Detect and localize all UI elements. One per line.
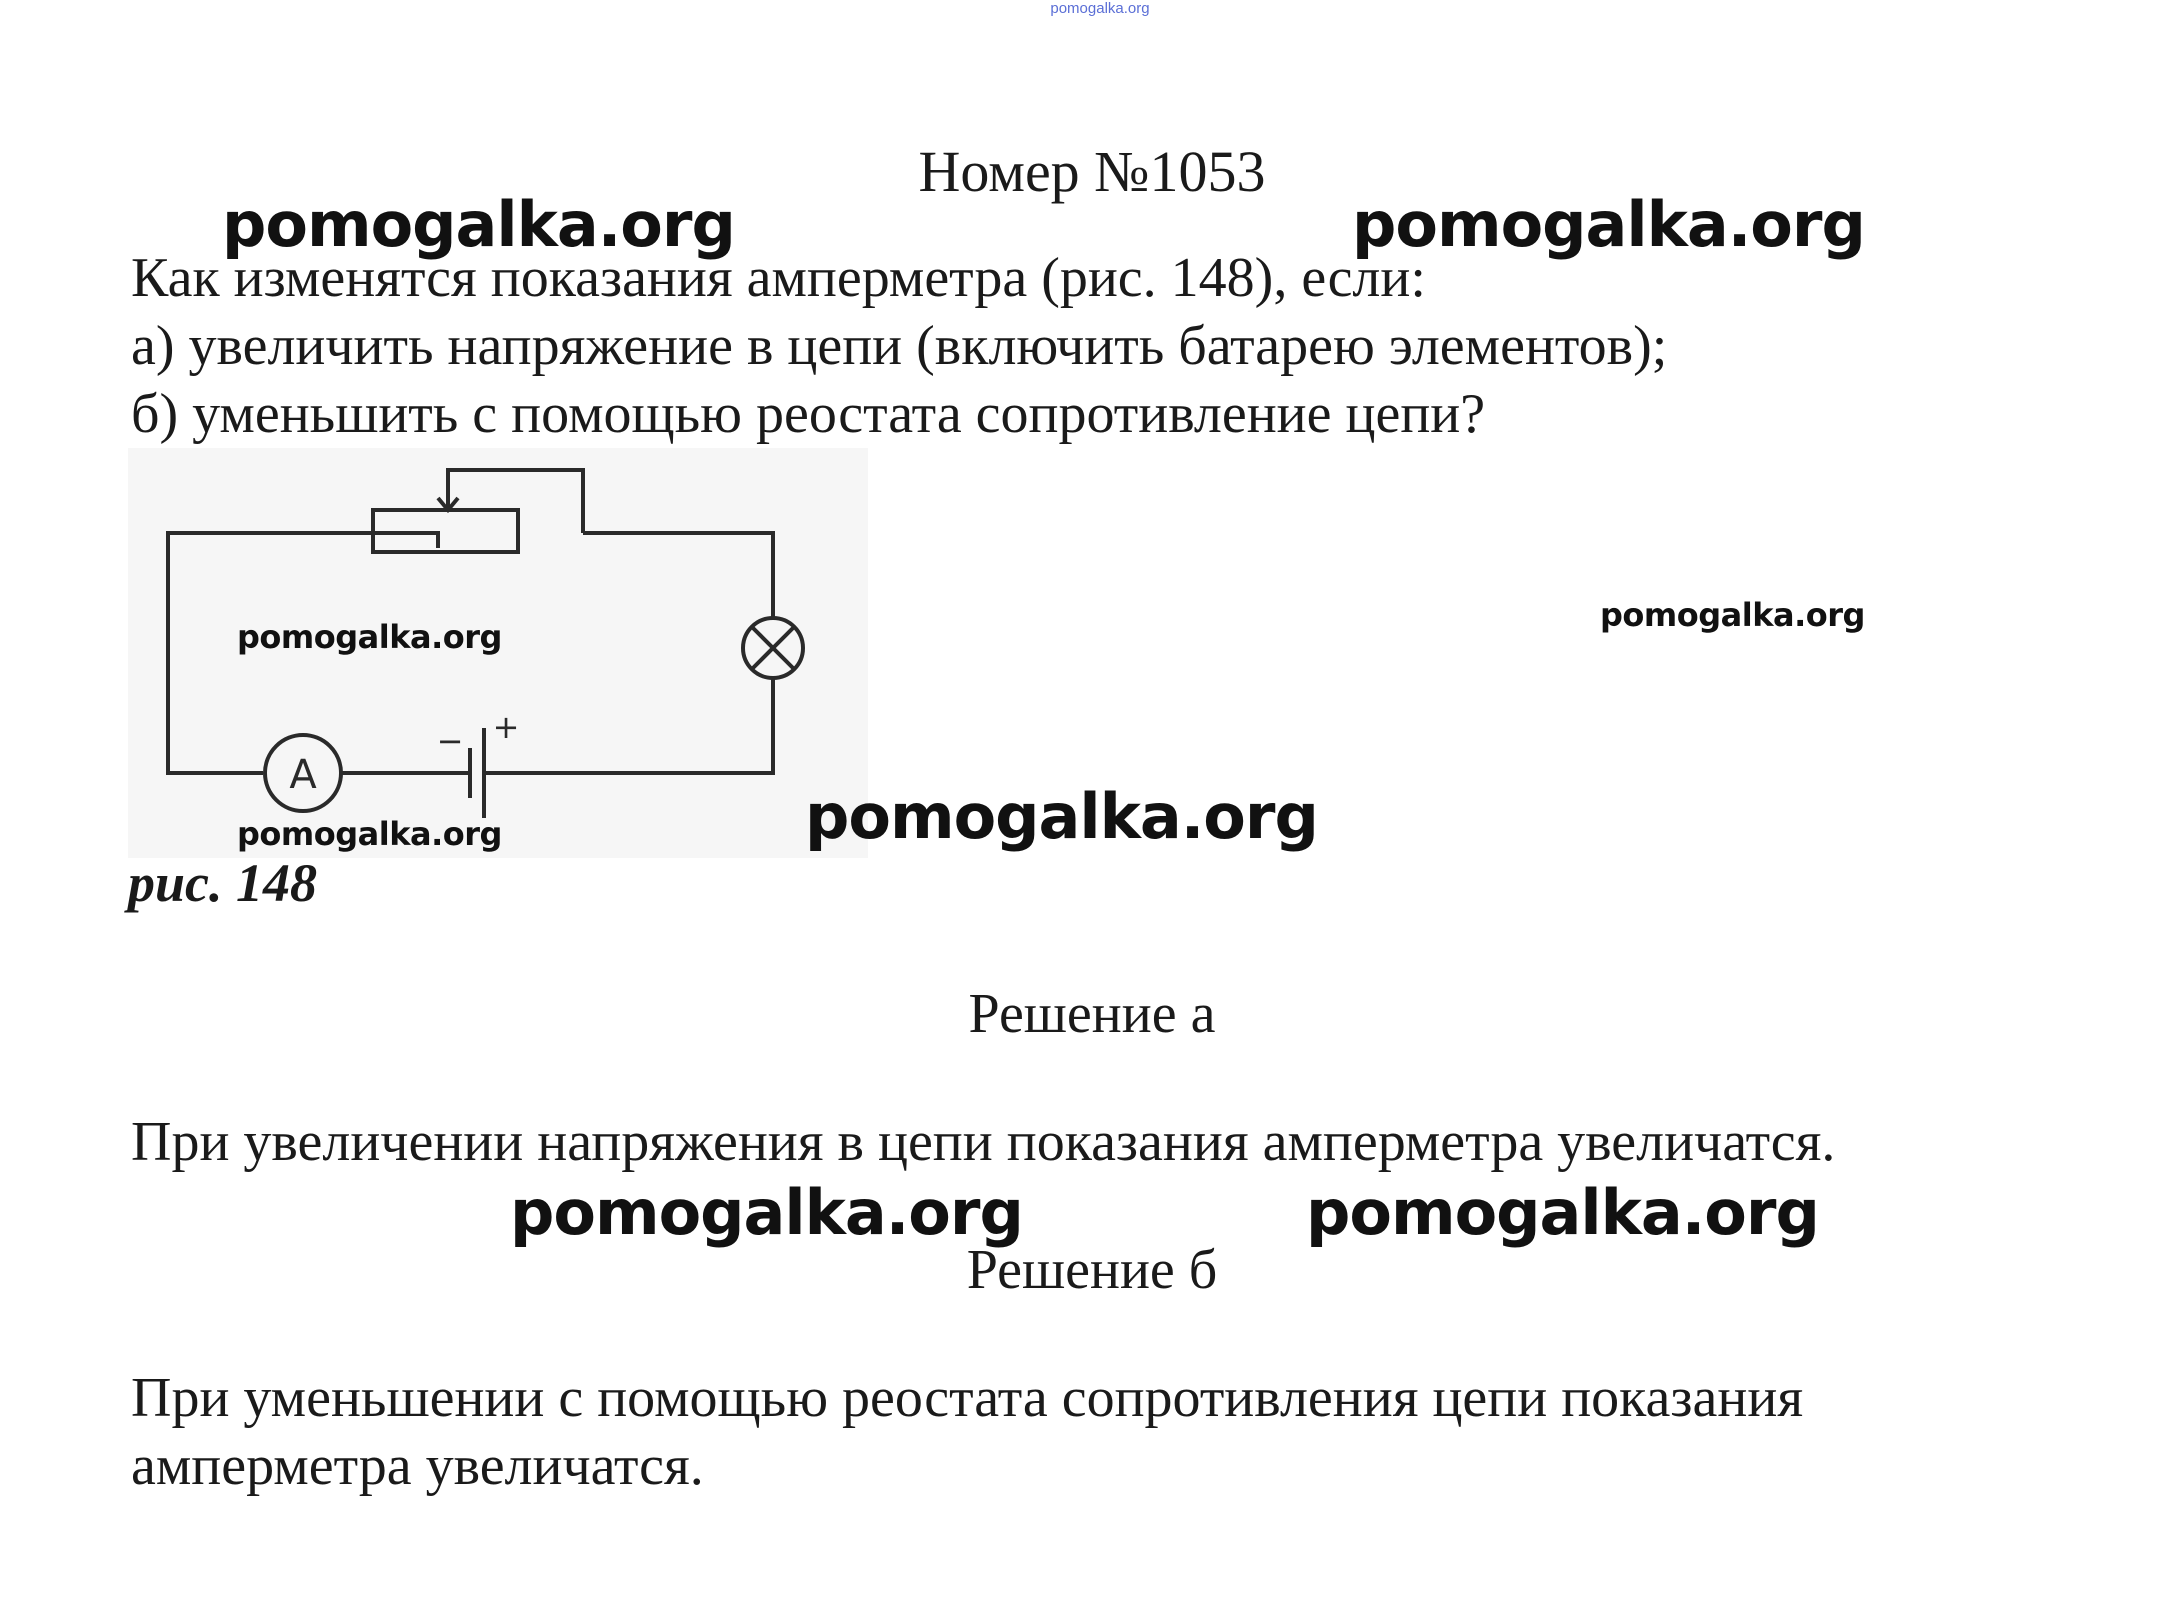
problem-title: Номер №1053	[918, 139, 1266, 204]
watermark-3: pomogalka.org	[1600, 596, 1865, 634]
watermark-2: pomogalka.org	[1352, 188, 1865, 261]
watermark-7: pomogalka.org	[510, 1176, 1023, 1249]
ammeter-label: A	[289, 752, 317, 798]
solution-a-heading: Решение а	[968, 983, 1216, 1045]
watermark-5: pomogalka.org	[237, 815, 502, 853]
watermark-1: pomogalka.org	[222, 188, 735, 261]
solution-a-text: При увеличении напряжения в цепи показания амперметра увеличатся.	[131, 1111, 1836, 1173]
figure-caption: рис. 148	[128, 853, 317, 913]
battery-plus-label: +	[492, 708, 520, 746]
watermark-4: pomogalka.org	[237, 618, 502, 656]
solution-b-text-line-1: При уменьшении с помощью реостата сопротивления цепи показания	[131, 1367, 1804, 1429]
question-line-1: Как изменятся показания амперметра (рис. 148), если:	[131, 247, 1426, 309]
question-line-2: а) увеличить напряжение в цепи (включить батарею элементов);	[131, 315, 1668, 377]
watermark-6: pomogalka.org	[805, 780, 1318, 853]
question-line-3: б) уменьшить с помощью реостата сопротивление цепи?	[131, 383, 1486, 445]
site-link[interactable]: pomogalka.org	[1050, 0, 1150, 17]
battery-minus-label: −	[436, 722, 464, 760]
solution-b-text-line-2: амперметра увеличатся.	[131, 1435, 704, 1497]
watermark-8: pomogalka.org	[1306, 1176, 1819, 1249]
solution-b-heading: Решение б	[966, 1239, 1218, 1301]
